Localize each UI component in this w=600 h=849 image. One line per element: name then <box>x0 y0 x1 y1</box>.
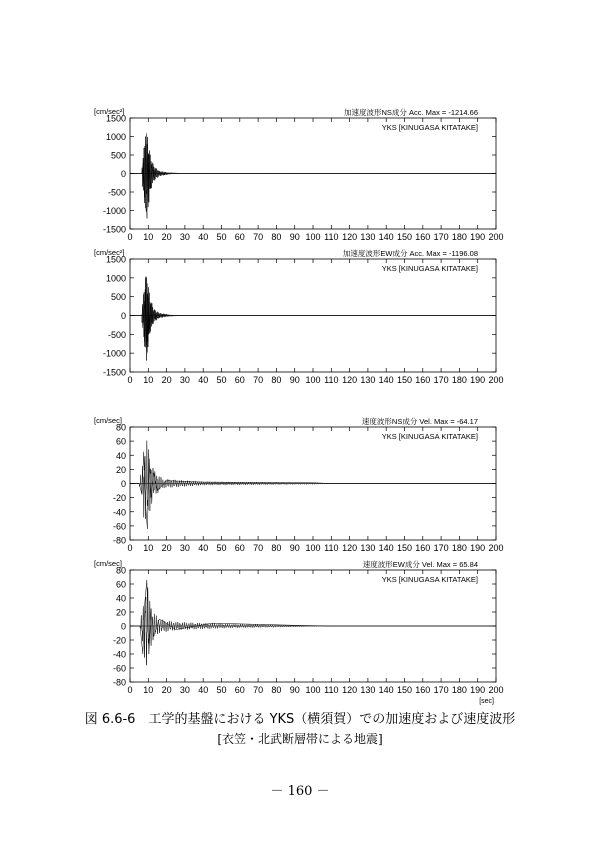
x-tick-label: 70 <box>253 375 264 385</box>
x-tick-label: 110 <box>324 375 339 385</box>
y-tick-label: 500 <box>110 292 126 303</box>
x-tick-label: 90 <box>289 685 300 695</box>
x-tick-label: 140 <box>378 375 394 385</box>
chart-title: 速度波形EW成分 Vel. Max = 65.84 <box>362 560 478 569</box>
y-tick-label: 60 <box>115 436 126 447</box>
x-tick-label: 200 <box>488 232 504 242</box>
x-tick-label: 60 <box>234 232 245 242</box>
x-tick-label: 190 <box>470 543 486 553</box>
x-tick-label: 170 <box>433 685 449 695</box>
y-tick-label: 0 <box>120 311 126 321</box>
x-tick-label: 10 <box>143 232 154 242</box>
waveform-trace <box>130 133 496 211</box>
x-tick-label: 140 <box>378 685 394 695</box>
y-tick-label: -500 <box>107 187 126 198</box>
y-axis-unit-label: [cm/sec²] <box>94 248 125 257</box>
x-tick-label: 80 <box>271 375 282 385</box>
station-label: YKS [KINUGASA KITATAKE] <box>381 123 478 132</box>
y-tick-label: -80 <box>112 535 126 546</box>
x-tick-label: 10 <box>143 685 154 695</box>
y-axis-unit-label: [cm/sec²] <box>94 107 125 116</box>
y-tick-label: 40 <box>115 450 126 461</box>
chart-acc-ns <box>94 107 504 242</box>
page-number: － 160 － <box>270 784 330 799</box>
x-tick-label: 30 <box>179 543 190 553</box>
x-tick-label: 200 <box>488 685 504 695</box>
y-tick-label: 40 <box>115 593 126 604</box>
x-tick-label: 100 <box>305 375 321 385</box>
x-tick-label: 140 <box>378 232 394 242</box>
x-tick-label: 0 <box>127 232 133 242</box>
x-tick-label: 190 <box>470 232 486 242</box>
x-tick-label: 120 <box>342 232 358 242</box>
chart-vel-ew <box>94 559 504 705</box>
x-tick-label: 200 <box>488 375 504 385</box>
series-keypoints-line <box>130 278 496 361</box>
series-keypoints-line <box>130 137 496 219</box>
y-tick-label: 0 <box>120 621 126 632</box>
y-tick-label: 20 <box>115 464 126 475</box>
y-tick-label: -40 <box>112 649 126 660</box>
x-tick-label: 150 <box>396 232 413 242</box>
x-tick-label: 170 <box>433 232 449 242</box>
x-tick-label: 50 <box>216 232 227 242</box>
x-tick-label: 80 <box>271 232 282 242</box>
x-tick-label: 30 <box>179 685 190 695</box>
x-tick-label: 120 <box>342 543 358 553</box>
x-tick-label: 60 <box>234 375 245 385</box>
y-tick-label: -1500 <box>102 224 126 235</box>
x-tick-label: 100 <box>305 232 321 242</box>
x-tick-label: 50 <box>216 685 227 695</box>
x-tick-label: 40 <box>198 375 209 385</box>
y-tick-label: -1500 <box>102 367 126 378</box>
y-tick-label: -1000 <box>102 206 126 216</box>
x-tick-label: 0 <box>127 685 133 695</box>
x-tick-label: 50 <box>216 375 227 385</box>
chart-title: 加速度波形NS成分 Acc. Max = -1214.66 <box>344 108 478 117</box>
station-label: YKS [KINUGASA KITATAKE] <box>381 264 478 273</box>
x-tick-label: 80 <box>271 685 282 695</box>
x-tick-label: 0 <box>127 375 133 385</box>
x-tick-label: 190 <box>470 685 486 695</box>
station-label: YKS [KINUGASA KITATAKE] <box>381 432 478 441</box>
x-tick-label: 40 <box>198 685 209 695</box>
x-tick-label: 90 <box>289 232 300 242</box>
x-tick-label: 50 <box>216 543 227 553</box>
x-tick-label: 70 <box>253 543 264 553</box>
y-tick-label: 1000 <box>105 132 126 142</box>
x-tick-label: 150 <box>396 543 413 553</box>
x-tick-label: 90 <box>289 543 300 553</box>
series-keypoints-line <box>130 580 496 654</box>
x-tick-label: 170 <box>433 543 449 553</box>
x-tick-label: 110 <box>324 232 339 242</box>
chart-vel-ns <box>94 416 504 553</box>
y-tick-label: -1000 <box>102 348 126 359</box>
x-tick-label: 100 <box>305 685 321 695</box>
x-tick-label: 190 <box>470 375 486 385</box>
chart-acc-ew <box>94 248 504 385</box>
x-tick-label: 80 <box>271 543 282 553</box>
x-tick-label: 70 <box>253 685 264 695</box>
x-tick-label: 150 <box>396 375 413 385</box>
y-axis-unit-label: [cm/sec] <box>94 559 122 568</box>
x-tick-label: 0 <box>127 543 133 553</box>
series-keypoints-line <box>130 452 496 529</box>
x-tick-label: 30 <box>179 375 190 385</box>
x-tick-label: 20 <box>161 375 172 385</box>
y-tick-label: 80 <box>115 565 126 576</box>
x-tick-label: 150 <box>396 685 413 695</box>
x-tick-label: 160 <box>415 232 431 242</box>
y-tick-label: 500 <box>110 150 126 161</box>
x-tick-label: 200 <box>488 543 504 553</box>
x-tick-label: 130 <box>360 685 376 695</box>
x-tick-label: 110 <box>324 543 339 553</box>
x-tick-label: 20 <box>161 685 172 695</box>
y-tick-label: -20 <box>112 493 126 504</box>
y-tick-label: 1500 <box>105 254 126 265</box>
x-tick-label: 10 <box>143 375 154 385</box>
x-tick-label: 40 <box>198 543 209 553</box>
x-tick-label: 100 <box>305 543 321 553</box>
x-tick-label: 180 <box>451 685 467 695</box>
x-tick-label: 40 <box>198 232 209 242</box>
x-tick-label: 130 <box>360 375 376 385</box>
x-tick-label: 110 <box>324 685 339 695</box>
y-tick-label: 1500 <box>105 113 126 124</box>
x-tick-label: 20 <box>161 232 172 242</box>
waveform-trace <box>130 276 496 352</box>
y-tick-label: -500 <box>107 329 126 340</box>
x-tick-label: 90 <box>289 375 300 385</box>
waveform-trace <box>130 441 496 519</box>
x-tick-label: 120 <box>342 375 358 385</box>
x-tick-label: 160 <box>415 375 431 385</box>
x-tick-label: 180 <box>451 543 467 553</box>
x-tick-label: 60 <box>234 543 245 553</box>
chart-title: 速度波形NS成分 Vel. Max = -64.17 <box>361 417 478 426</box>
y-tick-label: 20 <box>115 607 126 618</box>
x-tick-label: 180 <box>451 232 467 242</box>
x-tick-label: 60 <box>234 685 245 695</box>
x-tick-label: 180 <box>451 375 467 385</box>
y-tick-label: 1000 <box>105 273 126 284</box>
y-axis-unit-label: [cm/sec] <box>94 416 122 425</box>
x-tick-label: 130 <box>360 543 376 553</box>
x-tick-label: 120 <box>342 685 358 695</box>
figure-subcaption: [衣笠・北武断層帯による地震] <box>217 732 383 746</box>
x-tick-label: 170 <box>433 375 449 385</box>
x-tick-label: 70 <box>253 232 264 242</box>
y-tick-label: 80 <box>115 422 126 433</box>
y-tick-label: 0 <box>120 169 126 179</box>
y-tick-label: 0 <box>120 479 126 489</box>
x-axis-label: [sec] <box>479 698 494 705</box>
x-tick-label: 130 <box>360 232 376 242</box>
waveform-trace <box>130 588 496 666</box>
y-tick-label: -60 <box>112 663 126 674</box>
y-tick-label: -80 <box>112 677 126 688</box>
y-tick-label: -60 <box>112 521 126 532</box>
station-label: YKS [KINUGASA KITATAKE] <box>381 575 478 584</box>
figure-caption: 図 6.6-6 工学的基盤における YKS（横須賀）での加速度および速度波形 <box>84 712 516 727</box>
x-tick-label: 140 <box>378 543 394 553</box>
y-tick-label: -40 <box>112 507 126 518</box>
x-tick-label: 30 <box>179 232 190 242</box>
x-tick-label: 160 <box>415 685 431 695</box>
x-tick-label: 20 <box>161 543 172 553</box>
y-tick-label: 60 <box>115 579 126 590</box>
chart-title: 加速度波形EW成分 Acc. Max = -1196.08 <box>342 249 478 258</box>
y-tick-label: -20 <box>112 635 126 646</box>
x-tick-label: 160 <box>415 543 431 553</box>
x-tick-label: 10 <box>143 543 154 553</box>
